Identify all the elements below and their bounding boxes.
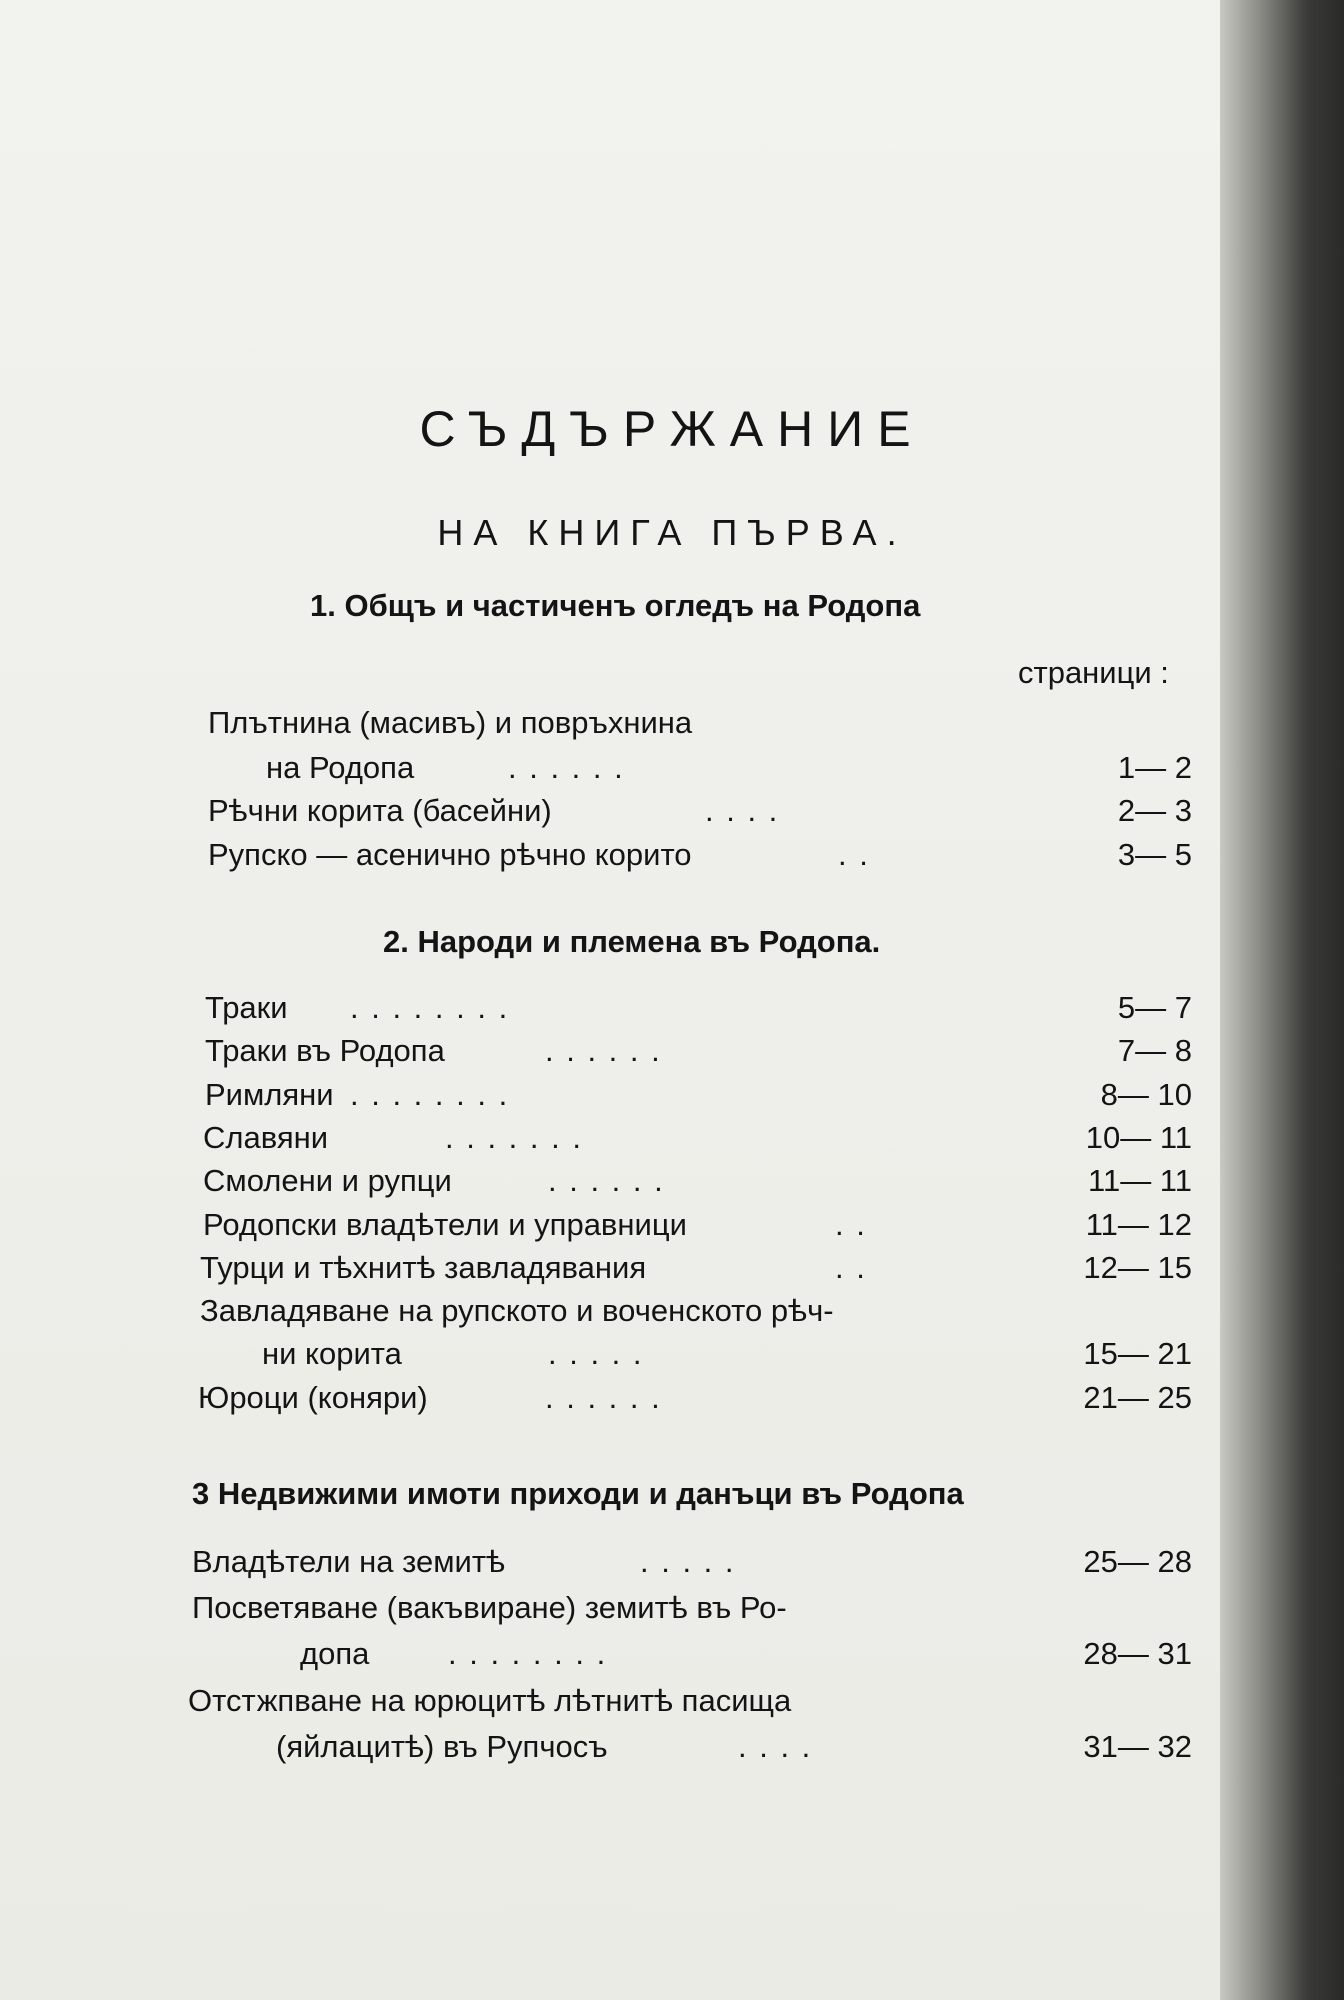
toc-entry: [0, 1729, 1200, 1769]
toc-leader-dots: . .: [835, 1207, 867, 1242]
toc-entry: [0, 990, 1200, 1030]
toc-entry: [0, 1336, 1200, 1376]
toc-page-range: 21— 25: [1083, 1380, 1192, 1415]
toc-entry-text: Рупско — асенично рѣчно корито: [208, 837, 692, 872]
book-edge-shadow: [1220, 0, 1344, 2000]
toc-leader-dots: . .: [835, 1250, 867, 1285]
toc-page-range: 7— 8: [1117, 1033, 1192, 1068]
contents-title: СЪДЪРЖАНИЕ: [419, 401, 925, 457]
toc-entry-text: Родопски владѣтели и управници: [203, 1207, 687, 1242]
toc-entry-text: Славяни: [203, 1120, 329, 1155]
toc-leader-dots: . . . . . .: [508, 750, 625, 785]
toc-page-range: 1— 2: [1117, 750, 1192, 785]
toc-page-range: 3— 5: [1117, 837, 1192, 872]
toc-page-range: 10— 11: [1085, 1120, 1192, 1155]
toc-leader-dots: . . . . . .: [545, 1033, 662, 1068]
toc-entry-text: Траки: [205, 990, 288, 1025]
toc-entry-text: Плътнина (масивъ) и повръхнина: [208, 705, 693, 740]
toc-leader-dots: . . . . . .: [548, 1163, 665, 1198]
toc-entry: [0, 1380, 1200, 1420]
toc-page-range: 15— 21: [1083, 1336, 1192, 1371]
section-heading: 2. Народи и племена въ Родопа.: [383, 924, 881, 959]
toc-entry-text: Владѣтели на земитѣ: [192, 1544, 506, 1579]
toc-page-range: 31— 32: [1083, 1729, 1192, 1764]
toc-entry-text: Посветяване (вакъвиране) земитѣ въ Ро-: [192, 1590, 787, 1625]
toc-entry-text: Юроци (коняри): [198, 1380, 428, 1415]
toc-entry-text: Отстжпване на юрюцитѣ лѣтнитѣ пасища: [188, 1683, 792, 1718]
toc-page-range: 11— 12: [1085, 1207, 1192, 1242]
toc-leader-dots: . . . . .: [640, 1544, 736, 1579]
toc-page-range: 11— 11: [1088, 1163, 1192, 1198]
toc-leader-dots: . . . . . . . .: [350, 990, 510, 1025]
toc-page-range: 8— 10: [1100, 1077, 1192, 1112]
toc-page-range: 28— 31: [1083, 1636, 1192, 1671]
toc-leader-dots: . . . . .: [548, 1336, 644, 1371]
toc-entry: [0, 1250, 1200, 1290]
toc-entry-text-cont: допа: [300, 1636, 370, 1671]
section-heading: 1. Общъ и частиченъ огледъ на Родопа: [310, 588, 921, 623]
toc-entry-text: Турци и тѣхнитѣ завладявания: [200, 1250, 647, 1285]
toc-entry: [0, 1207, 1200, 1247]
toc-leader-dots: . . . . . . . .: [448, 1636, 608, 1671]
toc-entry: [0, 793, 1200, 833]
toc-entry: [0, 750, 1200, 790]
pages-label: страници :: [1018, 655, 1169, 690]
toc-leader-dots: . . . . . . .: [445, 1120, 583, 1155]
toc-entry: [0, 837, 1200, 877]
toc-entry-text: Траки въ Родопа: [205, 1033, 445, 1068]
toc-page-range: 2— 3: [1117, 793, 1192, 828]
toc-entry-text-cont: (яйлацитѣ) въ Рупчосъ: [276, 1729, 608, 1764]
toc-entry-text: Смолени и рупци: [203, 1163, 452, 1198]
toc-entry: [0, 1636, 1200, 1676]
toc-leader-dots: . .: [838, 837, 870, 872]
contents-subtitle: НА КНИГА ПЪРВА.: [437, 512, 907, 553]
toc-page-range: 5— 7: [1117, 990, 1192, 1025]
toc-leader-dots: . . . .: [705, 793, 780, 828]
toc-leader-dots: . . . . . . . .: [350, 1077, 510, 1112]
toc-entry: [0, 1077, 1200, 1117]
toc-entry-text: Рѣчни корита (басейни): [208, 793, 552, 828]
toc-entry-text: Римляни: [205, 1077, 334, 1112]
toc-page-range: 25— 28: [1083, 1544, 1192, 1579]
toc-leader-dots: . . . . . .: [545, 1380, 662, 1415]
toc-entry: [0, 1120, 1200, 1160]
toc-page-range: 12— 15: [1083, 1250, 1192, 1285]
toc-entry-text-cont: ни корита: [262, 1336, 402, 1371]
toc-entry: [0, 1033, 1200, 1073]
toc-entry: [0, 1163, 1200, 1203]
toc-leader-dots: . . . .: [738, 1729, 813, 1764]
toc-entry-text-cont: на Родопа: [266, 750, 415, 785]
toc-entry-text: Завладяване на рупското и воченското рѣч-: [200, 1293, 834, 1328]
toc-entry: [0, 1544, 1200, 1584]
section-heading: 3 Недвижими имоти приходи и данъци въ Родопа: [192, 1476, 964, 1511]
